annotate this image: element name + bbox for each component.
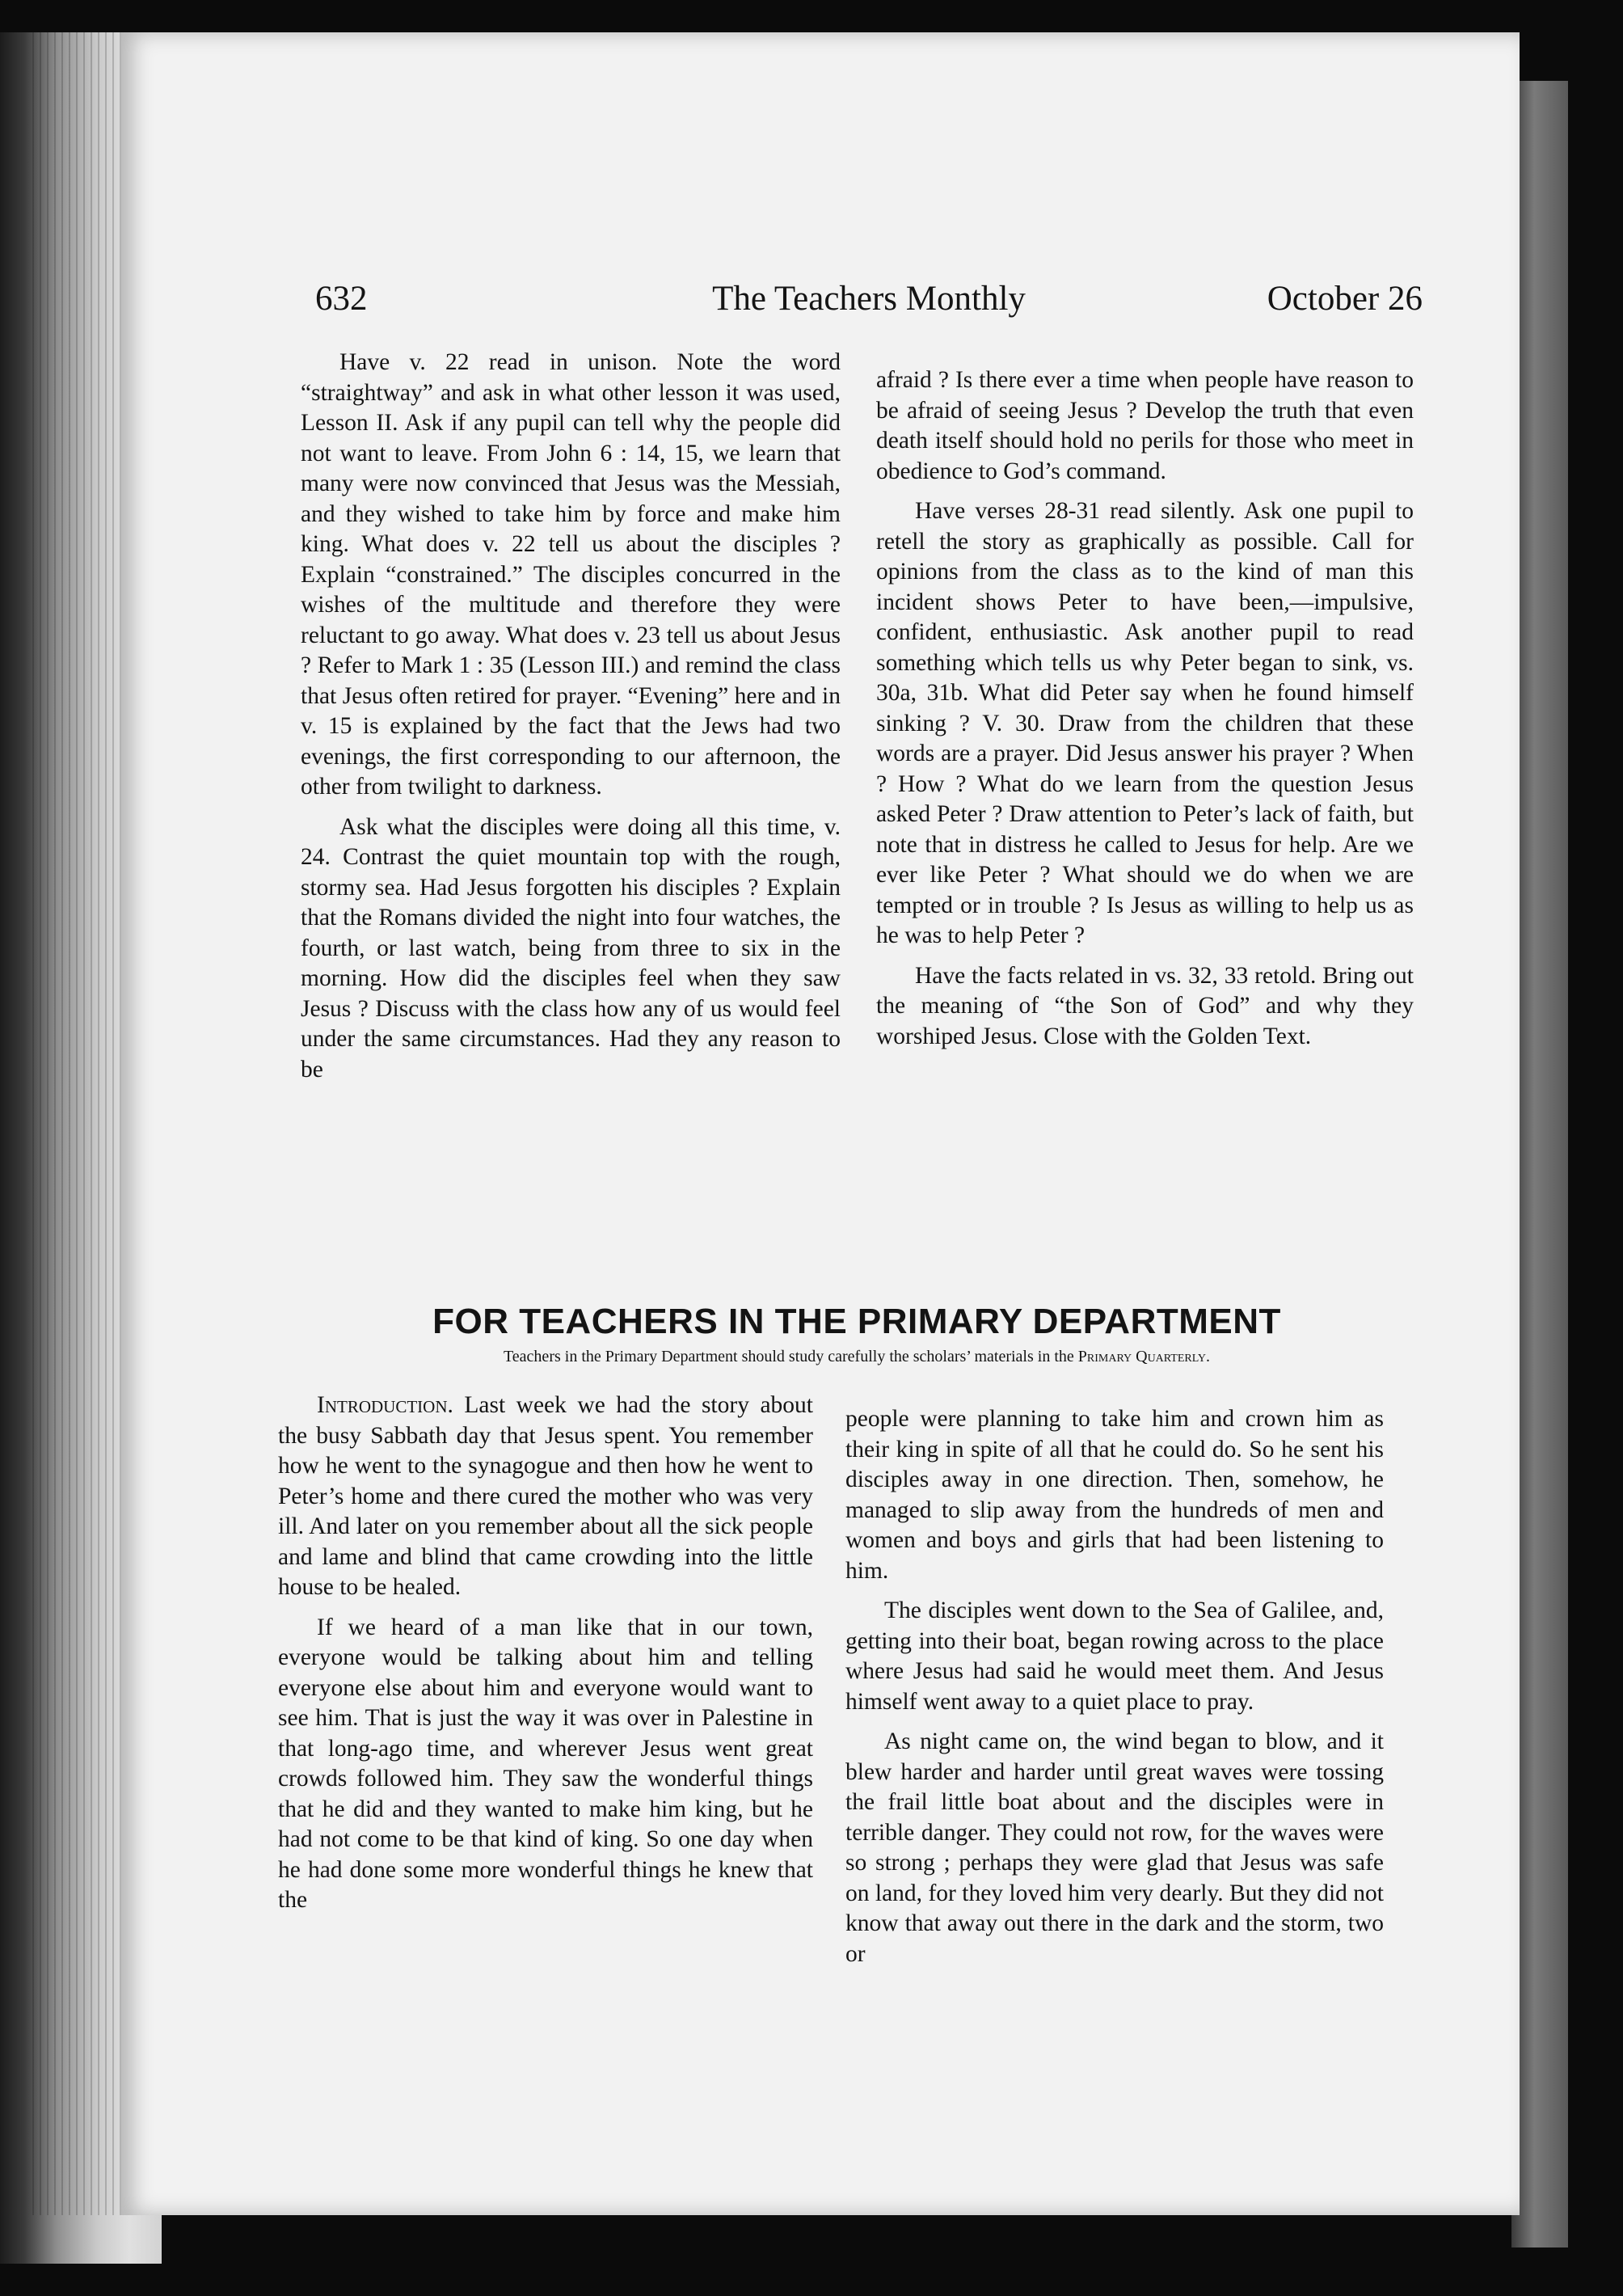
paragraph: afraid ? Is there ever a time when people have reason to be afraid of seeing Jesus ? Develop the truth that even death itself should hold no perils for those who meet in obedience to God’s command. bbox=[876, 367, 1414, 484]
paragraph: Ask what the disciples were doing all this time, v. 24. Contrast the quiet mountain top with the rough, stormy sea. Had Jesus forgotten his disciples ? Explain that the Romans divided the night into four watches, the fourth, or last watch, being from three to six in the morning. How did the disciples feel when they saw Jesus ? Discuss with the class how any of us would feel under the same circumstances. Had they any reason to be bbox=[301, 813, 841, 1083]
book-right-edge bbox=[1511, 81, 1568, 2247]
paragraph: As night came on, the wind began to blow, and it blew harder and harder until great waves were tossing the frail little boat about and the disciples were in terrible danger. They could not row, for the waves were so strong ; perhaps they were glad that Jesus was safe on land, for they loved him very dearly. But they did not know that away out there in the dark and the storm, two or bbox=[845, 1728, 1384, 1967]
section-note-text: Teachers in the Primary Department should study carefully the scholars’ materials in the bbox=[503, 1348, 1078, 1365]
section-note-quarterly: Primary Quarterly bbox=[1077, 1348, 1206, 1365]
paragraph: The disciples went down to the Sea of Galilee, and, getting into their boat, began rowing across to the place where Jesus had said he would meet them. And Jesus himself went away to a quiet place to pray. bbox=[845, 1597, 1384, 1715]
upper-right-column bbox=[876, 365, 1414, 1061]
introduction-lead: Introduction. bbox=[317, 1392, 453, 1418]
paragraph: Have the facts related in vs. 32, 33 retold. Bring out the meaning of “the Son of God” and why they worshiped Jesus. Close with the Golden Text. bbox=[876, 962, 1414, 1049]
issue-date: October 26 bbox=[1267, 280, 1423, 318]
lower-left-column bbox=[278, 1391, 813, 1926]
paragraph: Have v. 22 read in unison. Note the word “straightway” and ask in what other lesson it was used, Lesson II. Ask if any pupil can tell why the people did not want to leave. From John 6 : 14, 15, we learn that many were now convinced that Jesus was the Messiah, and they wished to take him by force and make him king. What does v. 22 tell us about the disciples ? Explain “constrained.” The disciples concurred in the wishes of the multitude and therefore they were reluctant to go away. What does v. 23 tell us about Jesus ? Refer to Mark 1 : 35 (Lesson III.) and remind the class that Jesus often retired for prayer. “Evening” here and in v. 15 is explained by the fact that the Jews had two evenings, the first corresponding to our afternoon, the other from twilight to darkness. bbox=[301, 349, 841, 800]
running-head bbox=[315, 279, 1423, 327]
page-number: 632 bbox=[315, 280, 368, 318]
upper-left-column bbox=[301, 348, 841, 1095]
paragraph: If we heard of a man like that in our town, everyone would be talking about him and telling everyone else about him and everyone would want to see him. That is just the way it was over in Palestine in that long-ago time, and wherever Jesus went great crowds followed him. They saw the wonderful things that he did and they wanted to make him king, but he had not come to be that kind of king. So one day when he had done some more wonderful things he knew that the bbox=[278, 1614, 813, 1913]
paragraph: Have verses 28-31 read silently. Ask one pupil to retell the story as graphically as possible. Call for opinions from the class as to the kind of man this incident shows Peter to have been,—impulsive, confident, enthusiastic. Ask another pupil to read something which tells us why Peter began to sink, vs. 30a, 31b. What did Peter say when he found himself sinking ? V. 30. Draw from the children that these words are a prayer. Did Jesus answer his prayer ? When ? How ? What do we learn from the question Jesus asked Peter ? Draw attention to Peter’s lack of faith, but note that in distress he called to Jesus for help. Are we ever like Peter ? What should we do when we are tempted or in trouble ? Is Jesus as willing to help us as he was to help Peter ? bbox=[876, 498, 1414, 948]
journal-title: The Teachers Monthly bbox=[712, 280, 1026, 318]
section-note bbox=[307, 1348, 1406, 1366]
lower-right-column bbox=[845, 1404, 1384, 1979]
paragraph: people were planning to take him and crown him as their king in spite of all that he could do. So he sent his disciples away in one direction. Then, somehow, he managed to slip away from the hundreds of men and women and boys and girls that had been listening to him. bbox=[845, 1406, 1384, 1584]
introduction-text: Last week we had the story about the busy Sabbath day that Jesus spent. You remember how he went to the synagogue and then how he went to Peter’s home and there cured the mother who was very ill. And later on you remember about all the sick people and lame and blind that came crowding into the little house to be healed. bbox=[278, 1392, 813, 1600]
paragraph bbox=[278, 1391, 813, 1603]
section-note-end: . bbox=[1206, 1348, 1210, 1365]
section-heading: FOR TEACHERS IN THE PRIMARY DEPARTMENT bbox=[432, 1302, 1281, 1341]
